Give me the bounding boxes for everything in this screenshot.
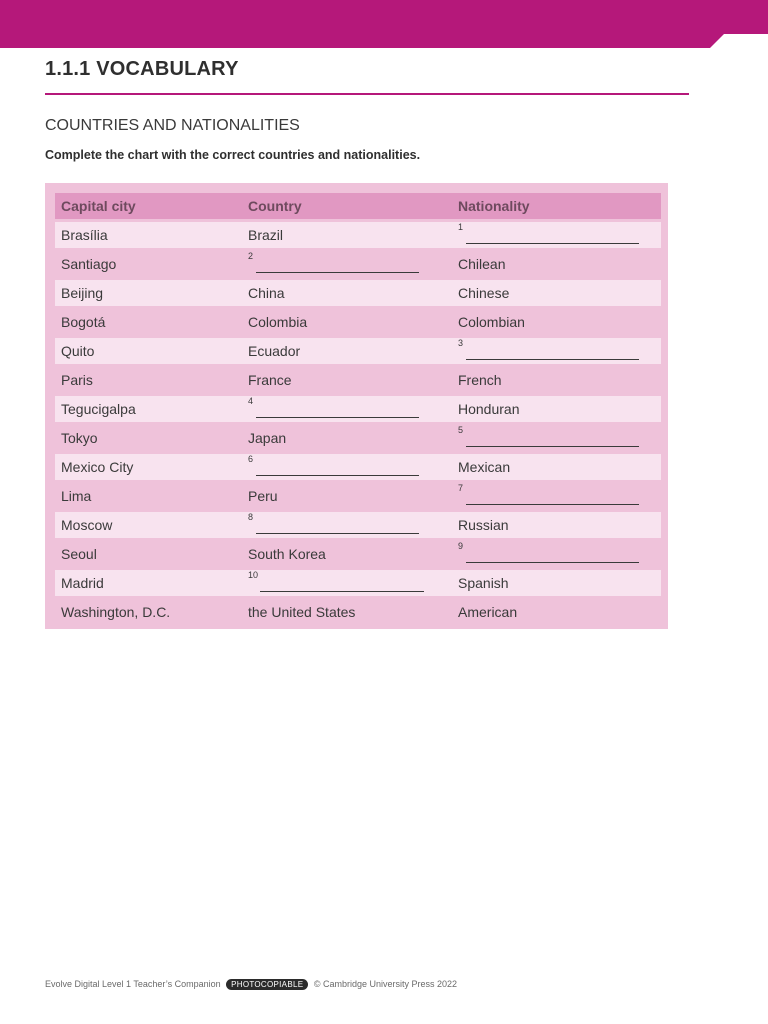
header-capital-city: Capital city (55, 193, 242, 219)
answer-blank[interactable] (458, 425, 639, 447)
cell-capital: Quito (55, 338, 242, 364)
countries-table (55, 190, 661, 628)
item-number: 7 (458, 483, 464, 493)
page-footer (45, 979, 457, 990)
table-row (55, 396, 661, 422)
answer-blank[interactable] (458, 338, 639, 360)
table-row (55, 483, 661, 509)
cell-capital: Paris (55, 367, 242, 393)
table-row (55, 309, 661, 335)
subsection-heading: COUNTRIES AND NATIONALITIES (45, 117, 300, 134)
cell-country: Colombia (242, 309, 452, 335)
title-divider (45, 93, 689, 95)
vocabulary-chart (45, 183, 668, 629)
answer-line (256, 272, 419, 273)
table-row (55, 454, 661, 480)
photocopiable-badge: PHOTOCOPIABLE (226, 979, 308, 990)
cell-capital: Tokyo (55, 425, 242, 451)
answer-blank[interactable] (458, 222, 639, 244)
cell-capital: Seoul (55, 541, 242, 567)
cell-nationality: French (452, 367, 661, 393)
cell-capital: Beijing (55, 280, 242, 306)
cell-nationality-blank[interactable] (452, 222, 661, 248)
cell-country: South Korea (242, 541, 452, 567)
cell-nationality-blank[interactable] (452, 541, 661, 567)
cell-country: the United States (242, 599, 452, 625)
cell-nationality-blank[interactable] (452, 338, 661, 364)
cell-capital: Bogotá (55, 309, 242, 335)
footer-title: Evolve Digital Level 1 Teacher’s Companion (45, 979, 221, 989)
table-row (55, 367, 661, 393)
cell-capital: Moscow (55, 512, 242, 538)
answer-line (466, 359, 639, 360)
table-row (55, 251, 661, 277)
cell-capital: Tegucigalpa (55, 396, 242, 422)
table-row (55, 541, 661, 567)
item-number: 5 (458, 425, 464, 435)
cell-nationality: Honduran (452, 396, 661, 422)
table-row (55, 570, 661, 596)
cell-capital: Madrid (55, 570, 242, 596)
header-nationality: Nationality (452, 193, 661, 219)
footer-copyright: © Cambridge University Press 2022 (313, 979, 458, 989)
answer-line (466, 446, 639, 447)
item-number: 9 (458, 541, 464, 551)
item-number: 6 (248, 454, 254, 464)
cell-nationality: Russian (452, 512, 661, 538)
answer-line (256, 533, 419, 534)
answer-blank[interactable] (458, 541, 639, 563)
item-number: 4 (248, 396, 254, 406)
cell-nationality-blank[interactable] (452, 425, 661, 451)
cell-nationality: American (452, 599, 661, 625)
cell-capital: Santiago (55, 251, 242, 277)
cell-nationality: Colombian (452, 309, 661, 335)
section-title: 1.1.1 VOCABULARY (45, 58, 239, 80)
cell-nationality-blank[interactable] (452, 483, 661, 509)
item-number: 10 (248, 570, 259, 580)
cell-country: Japan (242, 425, 452, 451)
table-row (55, 280, 661, 306)
cell-country: Ecuador (242, 338, 452, 364)
header-country: Country (242, 193, 452, 219)
table-row (55, 425, 661, 451)
cell-nationality: Chilean (452, 251, 661, 277)
cell-country-blank[interactable] (242, 570, 452, 596)
answer-line (256, 417, 419, 418)
answer-blank[interactable] (248, 454, 419, 476)
cell-capital: Lima (55, 483, 242, 509)
cell-nationality: Spanish (452, 570, 661, 596)
cell-country-blank[interactable] (242, 454, 452, 480)
cell-country-blank[interactable] (242, 512, 452, 538)
answer-line (466, 562, 639, 563)
item-number: 1 (458, 222, 464, 232)
item-number: 3 (458, 338, 464, 348)
table-row (55, 222, 661, 248)
cell-country: China (242, 280, 452, 306)
cell-country: Brazil (242, 222, 452, 248)
answer-line (256, 475, 419, 476)
table-header-row (55, 193, 661, 219)
table-row (55, 512, 661, 538)
answer-line (466, 243, 639, 244)
cell-capital: Brasília (55, 222, 242, 248)
cell-capital: Washington, D.C. (55, 599, 242, 625)
cell-nationality: Mexican (452, 454, 661, 480)
cell-capital: Mexico City (55, 454, 242, 480)
answer-blank[interactable] (248, 251, 419, 273)
item-number: 8 (248, 512, 254, 522)
cell-nationality: Chinese (452, 280, 661, 306)
answer-line (260, 591, 424, 592)
answer-blank[interactable] (248, 512, 419, 534)
top-banner (0, 0, 768, 48)
cell-country-blank[interactable] (242, 396, 452, 422)
item-number: 2 (248, 251, 254, 261)
cell-country: Peru (242, 483, 452, 509)
table-row (55, 599, 661, 625)
cell-country: France (242, 367, 452, 393)
answer-blank[interactable] (458, 483, 639, 505)
answer-blank[interactable] (248, 570, 424, 592)
answer-line (466, 504, 639, 505)
cell-country-blank[interactable] (242, 251, 452, 277)
table-row (55, 338, 661, 364)
instruction-text: Complete the chart with the correct countries and nationalities. (45, 148, 421, 162)
answer-blank[interactable] (248, 396, 419, 418)
